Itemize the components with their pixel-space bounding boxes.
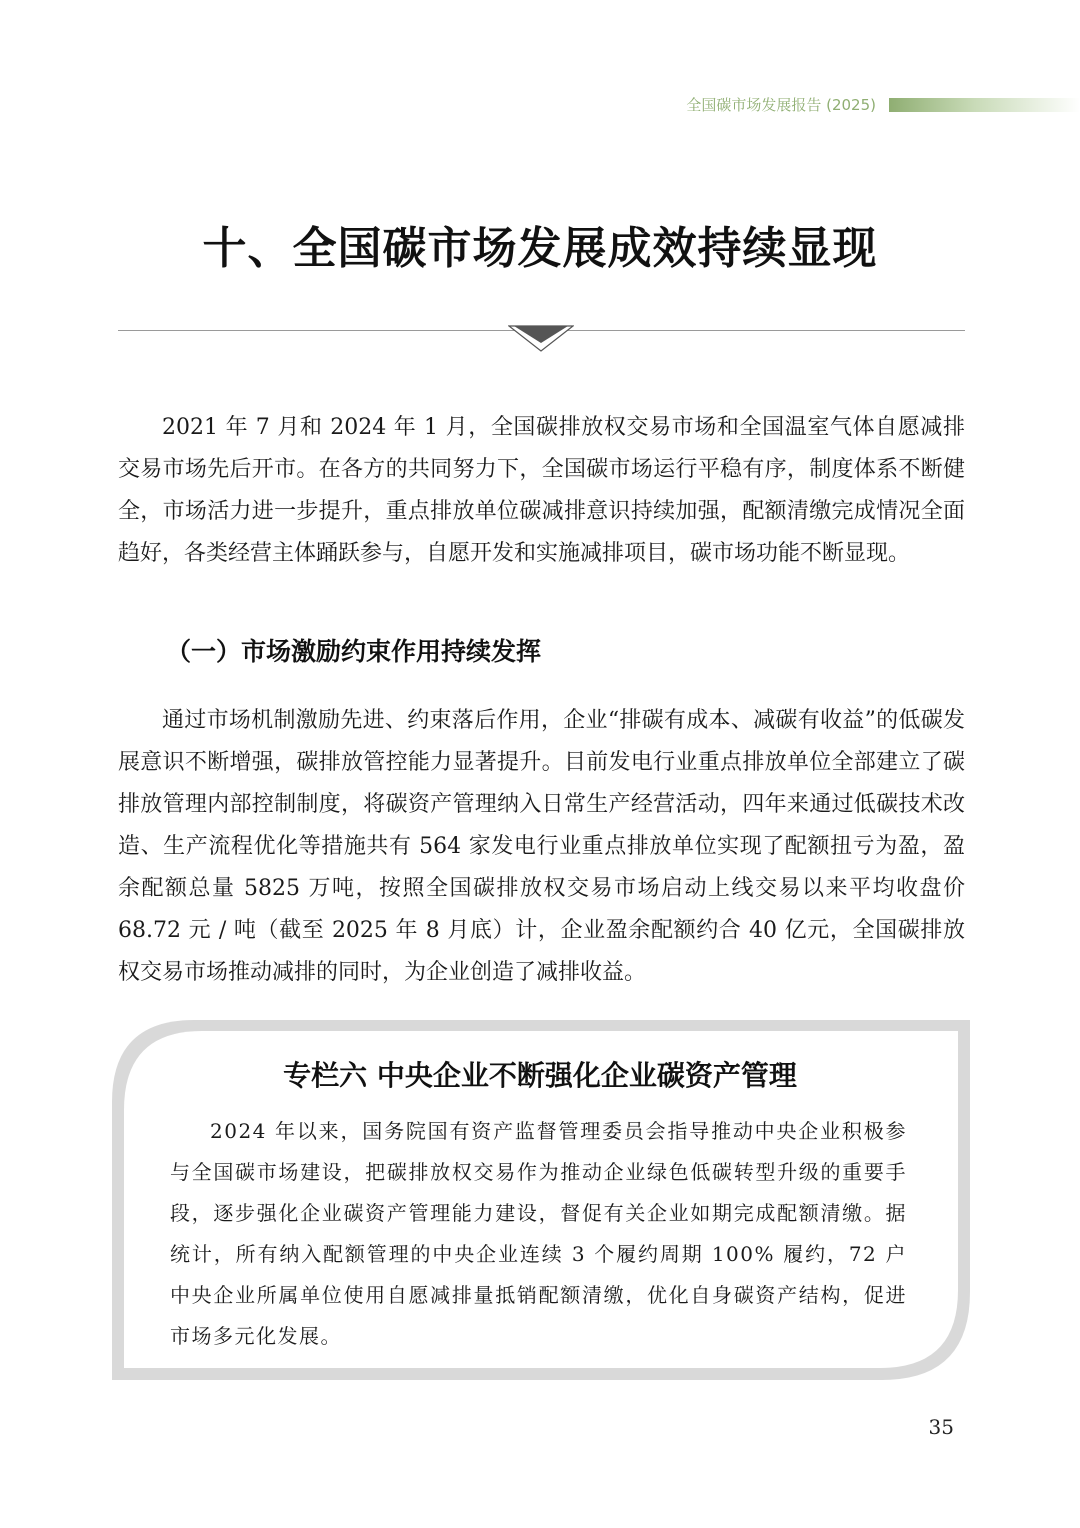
sidebar-box-paragraph: 2024 年以来，国务院国有资产监督管理委员会指导推动中央企业积极参与全国碳市场建设，把碳排放权交易作为推动企业绿色低碳转型升级的重要手段，逐步强化企业碳资产管理能力建设，督促有关企业如期完成配额清缴。据统计，所有纳入配额管理的中央企业连续 3 个履约周期 100% 履约，72 户中央企业所属单位使用自愿减排量抵销配额清缴，优化自身碳资产结构，促进市场多元化发展。 bbox=[170, 1119, 907, 1348]
section-paragraph: 通过市场机制激励先进、约束落后作用，企业“排碳有成本、减碳有收益”的低碳发展意识不断增强，碳排放管控能力显著提升。目前发电行业重点排放单位全部建立了碳排放管理内部控制制度，将碳资产管理纳入日常生产经营活动，四年来通过低碳技术改造、生产流程优化等措施共有 564 家发电行业重点排放单位实现了配额扭亏为盈，盈余配额总量 5825 万吨，按照全国碳排放权交易市场启动上线交易以来平均收盘价 68.72 元 / 吨（截至 2025 年 8 月底）计，企业盈余配额约合 40 亿元，全国碳排放权交易市场推动减排的同时，为企业创造了减排收益。 bbox=[118, 708, 965, 985]
chapter-title: 十、全国碳市场发展成效持续显现 bbox=[202, 223, 878, 274]
divider-triangle-ornament bbox=[508, 325, 574, 353]
running-header-title: 全国碳市场发展报告 (2025) bbox=[686, 96, 876, 114]
running-header bbox=[0, 92, 1080, 120]
intro-paragraph: 2021 年 7 月和 2024 年 1 月，全国碳排放权交易市场和全国温室气体自愿减排交易市场先后开市。在各方的共同努力下，全国碳市场运行平稳有序，制度体系不断健全，市场活力进一步提升，重点排放单位碳减排意识持续加强，配额清缴完成情况全面趋好，各类经营主体踊跃参与，自愿开发和实施减排项目，碳市场功能不断显现。 bbox=[118, 415, 965, 566]
sidebar-box-title: 专栏六 中央企业不断强化企业碳资产管理 bbox=[283, 1059, 797, 1092]
page-number: 35 bbox=[928, 1415, 954, 1439]
section-heading: （一）市场激励约束作用持续发挥 bbox=[166, 637, 542, 666]
header-accent-bar bbox=[889, 98, 1080, 112]
